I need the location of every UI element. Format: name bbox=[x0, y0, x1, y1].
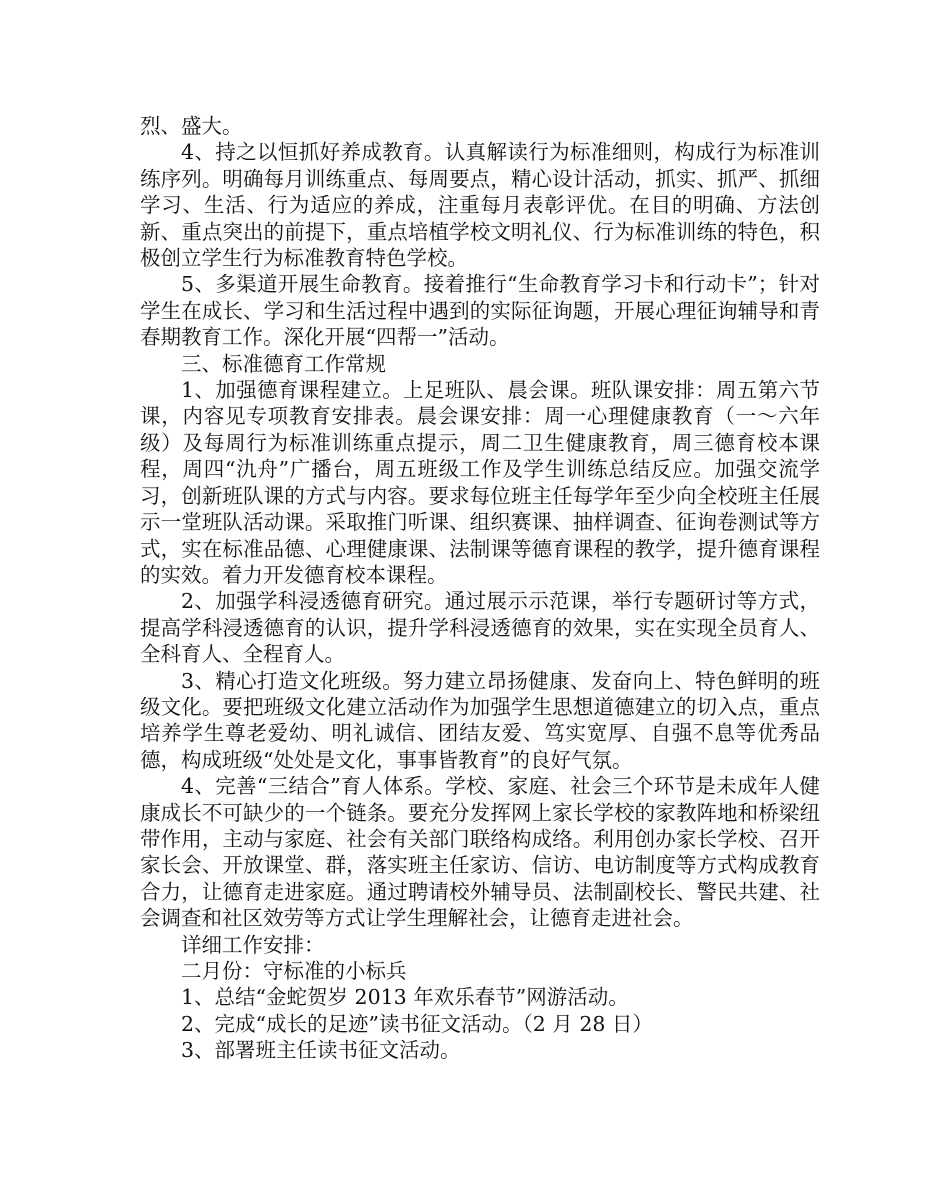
paragraph-curriculum: 1、加强德育课程建立。上足班队、晨会课。班队课安排：周五第六节课，内容见专项教育安排表。晨会课安排：周一心理健康教育（一～六年级）及每周行为标准训练重点提示，周二卫生健康教育，周三德育校本课程，周四“氿舟”广播台，周五班级工作及学生训练总结反应。加强交流学习，创新班队课的方式与内容。要求每位班主任每学年至少向全校班主任展示一堂班队活动课。采取推门听课、组织赛课、抽样调查、征询卷测试等方式，实在标准品德、心理健康课、法制课等德育课程的教学，提升德育课程的实效。着力开发德育校本课程。 bbox=[140, 378, 820, 587]
paragraph-subject-research: 2、加强学科浸透德育研究。通过展示示范课，举行专题研讨等方式，提高学科浸透德育的认识，提升学科浸透德育的效果，实在实现全员育人、全科育人、全程育人。 bbox=[140, 589, 820, 667]
paragraph-habit-education: 4、持之以恒抓好养成教育。认真解读行为标准细则，构成行为标准训练序列。明确每月训练重点、每周要点，精心设计活动，抓实、抓严、抓细学习、生活、行为适应的养成，注重每月表彰评优。在目的明确、方法创新、重点突出的前提下，重点培植学校文明礼仪、行为标准训练的特色，积极创立学生行为标准教育特色学校。 bbox=[140, 140, 820, 271]
section-heading-routine: 三、标准德育工作常规 bbox=[181, 351, 386, 376]
paragraph-class-culture: 3、精心打造文化班级。努力建立昂扬健康、发奋向上、特色鲜明的班级文化。要把班级文化建立活动作为加强学生思想道德建立的切入点，重点培养学生尊老爱幼、明礼诚信、团结友爱、笃实宽厚、自强不息等优秀品德，构成班级“处处是文化，事事皆教育”的良好气氛。 bbox=[140, 668, 820, 772]
paragraph-life-education: 5、多渠道开展生命教育。接着推行“生命教育学习卡和行动卡”；针对学生在成长、学习和生活过程中遇到的实际征询题，开展心理征询辅导和青春期教育工作。深化开展“四帮一”活动。 bbox=[140, 272, 820, 350]
paragraph-february-title: 二月份：守标准的小标兵 bbox=[181, 959, 407, 983]
paragraph-schedule-heading: 详细工作安排： bbox=[181, 932, 325, 957]
list-item-2: 2、完成“成长的足迹”读书征文活动。（2 月 28 日） bbox=[181, 1011, 653, 1036]
paragraph-three-combination: 4、完善“三结合”育人体系。学校、家庭、社会三个环节是未成年人健康成长不可缺少的一个链条。要充分发挥网上家长学校的家教阵地和桥梁纽带作用，主动与家庭、社会有关部门联络构成络。利用创办家长学校、召开家长会、开放课堂、群，落实班主任家访、信访、电访制度等方式构成教育合力，让德育走进家庭。通过聘请校外辅导员、法制副校长、警民共建、社会调查和社区效劳等方式让学生理解社会，让德育走进社会。 bbox=[140, 774, 820, 931]
document-body bbox=[140, 113, 820, 1064]
list-item-1: 1、总结“金蛇贺岁 2013 年欢乐春节”网游活动。 bbox=[181, 985, 629, 1010]
list-item-3: 3、部署班主任读书征文活动。 bbox=[181, 1038, 461, 1063]
paragraph-continuation: 烈、盛大。 bbox=[140, 114, 243, 138]
